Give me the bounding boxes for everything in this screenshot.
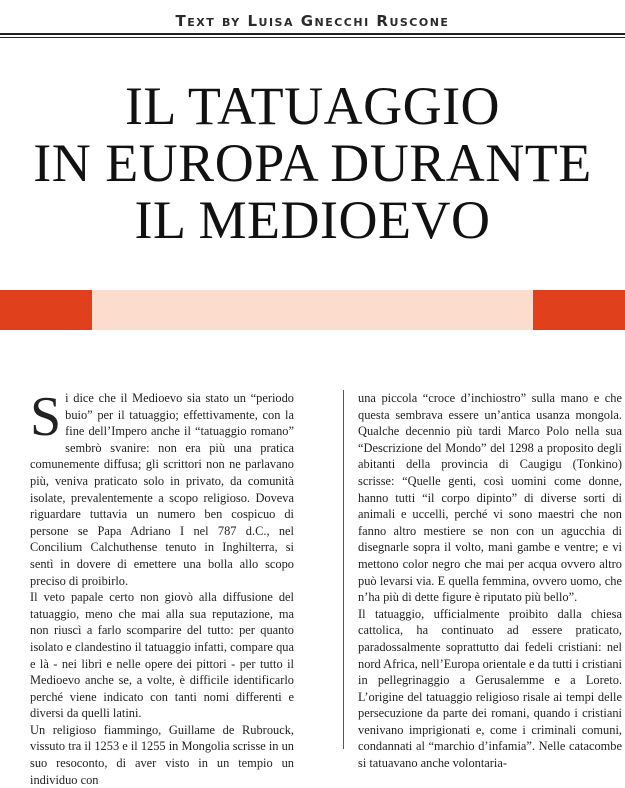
drop-cap: S (30, 386, 62, 448)
band-right-block (533, 290, 625, 330)
band-left-block (0, 290, 92, 330)
article-title (0, 78, 625, 249)
right-column (343, 390, 622, 771)
byline: Text by Luisa Gnecchi Ruscone (175, 12, 450, 30)
band-middle-block (92, 290, 533, 330)
left-column (30, 386, 294, 787)
title-line-1: IL TATUAGGIO (124, 76, 501, 136)
paragraph: una piccola “croce d’inchiostro” sulla mano e che questa sembrava essere un’antica usanza mongola. Qualche decennio più tardi Marco Polo nella sua “Descrizione del Mondo” del 1298 a proposito degli abitanti della provincia di Caugigu (Tonkino) scrisse: “Quelle genti, così uomini come donne, hanno tutti “il corpo dipinto” di diverse sorti di animali e uccelli, perché vi sono maestri che non fanno altro mestiere se non con un agucchia di disegnarle sopra il volto, mani gambe e ventre; e vi mettono color negro che mai per acqua ovvero altro può levarsi via. E quella femmina, ovvero uomo, che n’ha più di dette figure è riputato più bello”. (358, 391, 622, 605)
article-body (30, 386, 622, 787)
paragraph: Il veto papale certo non giovò alla diffusione del tatuaggio, meno che mai alla sua reputazione, ma non riuscì a farlo scomparire del tutto: per quanto isolato e clandestino il tatuaggio infatti, compare qua e là - nei libri e nelle opere dei pittori - per tutto il Medioevo anche se, a volte, è difficile identificarlo perché viene indicato con tanti nomi differenti e diversi da quelli latini. (30, 590, 294, 721)
paragraph: Un religioso fiammingo, Guillame de Rubrouck, vissuto tra il 1253 e il 1255 in Mongolia scrisse in un suo resoconto, di aver visto in un tempio un individuo con (30, 722, 294, 787)
paragraph: Il tatuaggio, ufficialmente proibito dalla chiesa cattolica, ha continuato ad essere praticato, paradossalmente soprattutto dai fedeli cristiani: nel nord Africa, nell’Europa orientale e da tutti i cristiani in pellegrinaggio a Gerusalemme e a Loreto. L’origine del tatuaggio religioso risale ai tempi delle persecuzione da parte dei romani, quando i cristiani venivano imprigionati e, come i criminali comuni, condannati al “marchio d’infamia”. Nelle catacombe si tatuavano anche volontaria- (358, 606, 622, 771)
paragraph: Si dice che il Medioevo sia stato un “periodo buio” per il tatuaggio; effettivamente, con la fine dell’Impero anche il “tatuaggio romano” sembrò svanire: non era più una pratica comunemente diffusa; gli scrittori non ne parlavano più, veniva praticato solo in privato, da comunità isolate, prevalentemente a scopo religioso. Doveva riguardare tuttavia un numero ben cospicuo di persone se Papa Adriano I nel 787 d.C., nel Concilium Calchuthense tenuto in Inghilterra, si sentì in dovere di emettere una bolla allo scopo preciso di proibirlo. (30, 386, 294, 588)
decorative-color-band (0, 290, 625, 330)
header-rule (0, 33, 625, 35)
title-line-2: IN EUROPA DURANTE (33, 133, 592, 193)
title-line-3: IL MEDIOEVO (134, 190, 491, 250)
header-rule-thin (0, 37, 625, 38)
